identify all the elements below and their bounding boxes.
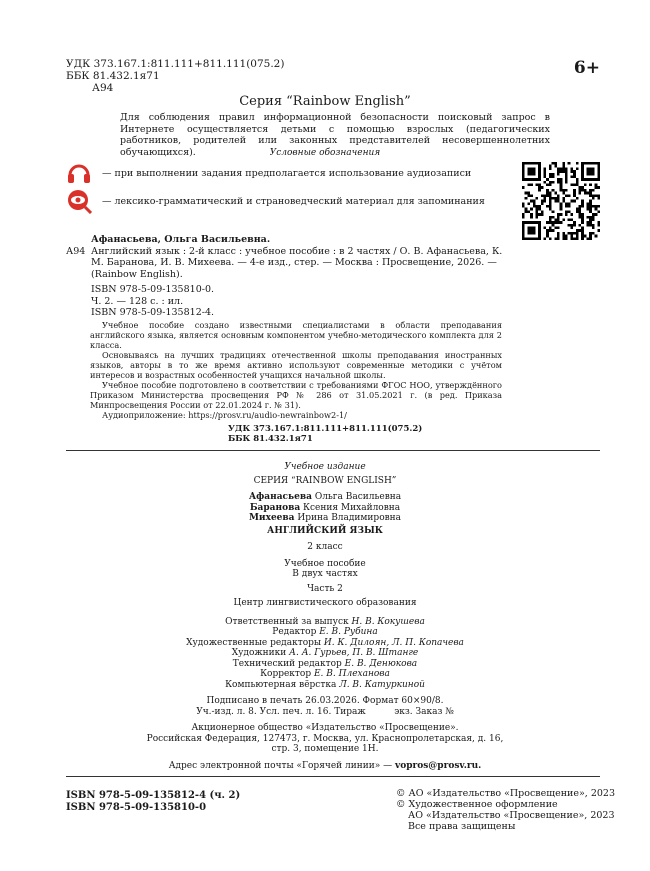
eye-magnifier-icon: [66, 188, 92, 214]
legend-title: Условные обозначения: [269, 148, 381, 158]
internet-warning: Для соблюдения правил информационной безопасности поисковый запрос в Интернете осуществляется детьми с помощью взрослых (педагогических работников, родителей или законных представителей несовершеннолетних обучающихся).: [120, 112, 550, 158]
legend-study-row: [66, 188, 485, 214]
publisher-line: Российская Федерация, 127473, г. Москва, ул. Краснопролетарская, д. 16,: [146, 733, 504, 744]
age-rating: 6+: [573, 58, 600, 78]
divider-bottom: [66, 776, 600, 777]
publisher-line: Акционерное общество «Издательство «Просвещение».: [191, 723, 459, 733]
parts: В двух частях: [292, 569, 358, 579]
annotation-para: Учебное пособие создано известными специалистами в области преподавания английского языка, является основным компонентом учебно-методического комплекта для 2 класса.: [90, 320, 502, 350]
copyright-line: © Художественное оформление: [396, 799, 558, 810]
bbk-code: ББК 81.432.1я71: [66, 70, 160, 82]
rights: Все права защищены: [408, 821, 516, 832]
print-line: Подписано в печать 26.03.2026. Формат 60×90/8.: [206, 696, 444, 706]
udk-block: [66, 58, 284, 94]
imprint-series: СЕРИЯ “RAINBOW ENGLISH”: [253, 475, 397, 486]
book-title: АНГЛИЙСКИЙ ЯЗЫК: [267, 525, 383, 536]
staff-row: Технический редактор Е. В. Денюкова: [232, 658, 418, 669]
part: Часть 2: [307, 583, 343, 594]
udk-footer-bbk: ББК 81.432.1я71: [228, 434, 313, 444]
hotline: Адрес электронной почты «Горячей линии» — vopros@prosv.ru.: [168, 760, 482, 771]
legend-audio-text: — при выполнении задания предполагается использование аудиозаписи: [102, 167, 472, 179]
biblio-isbn1: ISBN 978-5-09-135810-0.: [91, 284, 215, 295]
copyright-line: © АО «Издательство «Просвещение», 2023: [396, 788, 616, 799]
hotline-email: vopros@prosv.ru.: [394, 760, 482, 771]
qr-code: [522, 162, 600, 240]
divider-top: [66, 450, 600, 451]
series-title: Серия “Rainbow English”: [239, 94, 411, 109]
imprint-author: Баранова Ксения Михайловна: [249, 502, 401, 513]
grade: 2 класс: [307, 542, 343, 552]
isbn-part: ISBN 978-5-09-135812-4 (ч. 2): [66, 790, 241, 801]
bibliographic-record: [66, 234, 506, 319]
copyright-line: АО «Издательство «Просвещение», 2023: [408, 810, 615, 821]
legend-study-text: — лексико-грамматический и страноведческий материал для запоминания: [102, 195, 485, 207]
imprint: [0, 462, 650, 771]
biblio-authors: Афанасьева, Ольга Васильевна.: [91, 234, 271, 245]
audio-link: Аудиоприложение: https://prosv.ru/audio-newrainbow2-1/: [102, 410, 347, 420]
annotation: [90, 320, 502, 420]
staff-list: [0, 617, 650, 691]
headphones-icon: [66, 160, 92, 186]
biblio-code: А94: [66, 246, 86, 257]
annotation-para: Учебное пособие подготовлено в соответствии с требованиями ФГОС НОО, утверждённого Приказом Министерства просвещения РФ № 286 от 31.05.2021 г. (в ред. Приказа Минпросвещения России от 22.01.2024 г. № 31).: [90, 380, 502, 410]
print-line: Уч.-изд. л. 8. Усл. печ. л. 16. Тираж экз. Заказ №: [196, 706, 454, 717]
book-type: Учебное пособие: [284, 558, 366, 569]
annotation-para: Основываясь на лучших традициях отечественной школы преподавания иностранных языков, авторы в то же время активно используют современные методики с учётом интересов и возрастных особенностей учащихся начальной школы.: [90, 350, 502, 380]
staff-row: Редактор Е. В. Рубина: [272, 627, 378, 637]
footer-isbn: [66, 790, 240, 814]
footer-copyright: [396, 788, 615, 832]
staff-row: Художники А. А. Гурьев, П. В. Штанге: [231, 648, 419, 658]
isbn-total: ISBN 978-5-09-135810-0: [66, 802, 207, 813]
imprint-author: Михеева Ирина Владимировна: [248, 513, 402, 523]
staff-row: Корректор Е. В. Плеханова: [260, 669, 390, 679]
udk-code: УДК 373.167.1:811.111+811.111(075.2): [66, 58, 285, 70]
staff-row: Ответственный за выпуск Н. В. Кокушева: [225, 616, 425, 627]
biblio-isbn2: ISBN 978-5-09-135812-4.: [91, 307, 215, 318]
udk-footer: [228, 424, 422, 444]
imprint-author: Афанасьева Ольга Васильевна: [248, 492, 402, 502]
biblio-part: Ч. 2. — 128 с. : ил.: [91, 295, 184, 307]
edition-type: Учебное издание: [284, 462, 366, 472]
staff-row: Художественные редакторы И. К. Дилоян, Л. П. Копачева: [186, 637, 464, 648]
publisher-line: стр. 3, помещение 1Н.: [271, 744, 379, 754]
staff-row: Компьютерная вёрстка Л. В. Катуркиной: [225, 679, 425, 690]
biblio-description: Английский язык : 2-й класс : учебное пособие : в 2 частях / О. В. Афанасьева, К. М. Баранова, И. В. Михеева. — 4-е изд., стер. — Москва : Просвещение, 2026. — (Rainbow English).: [91, 245, 503, 280]
udk-footer-udk: УДК 373.167.1:811.111+811.111(075.2): [228, 424, 423, 434]
author-code: А94: [92, 82, 114, 94]
legend-audio-row: [66, 160, 471, 186]
center: Центр лингвистического образования: [233, 598, 417, 608]
